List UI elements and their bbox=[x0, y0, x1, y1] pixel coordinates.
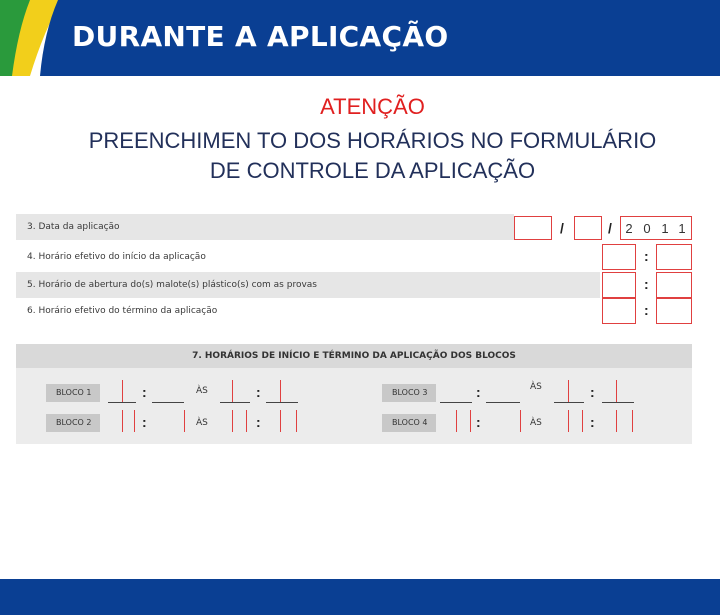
slide-header bbox=[0, 0, 720, 76]
footer-bar bbox=[0, 579, 720, 615]
time-colon: : bbox=[142, 384, 147, 400]
section-7-title: 7. HORÁRIOS DE INÍCIO E TÉRMINO DA APLICAÇÃO DOS BLOCOS bbox=[16, 344, 692, 368]
year-digit: 1 bbox=[678, 221, 686, 236]
row-end-time bbox=[16, 298, 692, 324]
time-colon: : bbox=[476, 384, 481, 400]
time-colon: : bbox=[644, 276, 649, 292]
as-label: ÀS bbox=[530, 418, 542, 428]
row-date-label: 3. Data da aplicação bbox=[27, 222, 120, 232]
block-3-start-minute[interactable] bbox=[486, 402, 520, 403]
year-digit: 0 bbox=[643, 221, 651, 236]
end-hour-field[interactable] bbox=[602, 298, 636, 324]
slide-title: DURANTE A APLICAÇÃO bbox=[72, 20, 449, 53]
end-minute-field[interactable] bbox=[656, 298, 692, 324]
opening-minute-field[interactable] bbox=[656, 272, 692, 298]
as-label: ÀS bbox=[530, 382, 542, 392]
instruction-line-2: DE CONTROLE DA APLICAÇÃO bbox=[209, 158, 536, 183]
row-start-time-label: 4. Horário efetivo do início da aplicação bbox=[27, 252, 206, 262]
row-opening-time bbox=[16, 272, 692, 298]
control-form-excerpt bbox=[16, 210, 692, 450]
time-colon: : bbox=[476, 414, 481, 430]
row-date bbox=[16, 214, 692, 240]
time-colon: : bbox=[590, 414, 595, 430]
year-digit: 1 bbox=[661, 221, 669, 236]
block-4-end-minute[interactable] bbox=[616, 410, 617, 432]
time-colon: : bbox=[590, 384, 595, 400]
block-2-start-minute[interactable] bbox=[184, 410, 185, 432]
start-hour-field[interactable] bbox=[602, 244, 636, 270]
day-field[interactable] bbox=[514, 216, 552, 240]
as-label: ÀS bbox=[196, 418, 208, 428]
time-colon: : bbox=[256, 414, 261, 430]
opening-hour-field[interactable] bbox=[602, 272, 636, 298]
time-colon: : bbox=[142, 414, 147, 430]
row-end-time-label: 6. Horário efetivo do término da aplicação bbox=[27, 306, 218, 316]
block-2-end-minute[interactable] bbox=[280, 410, 281, 432]
date-slash-2: / bbox=[608, 220, 612, 236]
date-slash-1: / bbox=[560, 220, 564, 236]
block-3-start-hour[interactable] bbox=[440, 402, 472, 403]
block-4-start-minute[interactable] bbox=[520, 410, 521, 432]
row-opening-time-label: 5. Horário de abertura do(s) malote(s) plástico(s) com as provas bbox=[27, 280, 317, 290]
as-label: ÀS bbox=[196, 386, 208, 396]
time-colon: : bbox=[644, 248, 649, 264]
time-colon: : bbox=[256, 384, 261, 400]
year-digit: 2 bbox=[625, 221, 633, 236]
instruction-line-1: PREENCHIMEN TO DOS HORÁRIOS NO FORMULÁRIO bbox=[88, 128, 657, 153]
block-1-label: BLOCO 1 bbox=[46, 384, 100, 402]
block-4-start-hour[interactable] bbox=[456, 410, 457, 432]
block-3-end-hour[interactable] bbox=[554, 402, 584, 403]
blocks-panel bbox=[16, 368, 692, 444]
block-4-label: BLOCO 4 bbox=[382, 414, 436, 432]
block-4-end-hour[interactable] bbox=[568, 410, 569, 432]
row-start-time bbox=[16, 244, 692, 270]
block-1-end-hour[interactable] bbox=[220, 402, 250, 403]
block-3-end-minute[interactable] bbox=[602, 402, 634, 403]
block-1-end-minute[interactable] bbox=[266, 402, 298, 403]
block-2-label: BLOCO 2 bbox=[46, 414, 100, 432]
attention-heading: ATENÇÃO bbox=[320, 94, 425, 119]
start-minute-field[interactable] bbox=[656, 244, 692, 270]
block-1-start-minute[interactable] bbox=[152, 402, 184, 403]
time-colon: : bbox=[644, 302, 649, 318]
block-2-end-hour[interactable] bbox=[232, 410, 233, 432]
month-field[interactable] bbox=[574, 216, 602, 240]
block-3-label: BLOCO 3 bbox=[382, 384, 436, 402]
block-1-start-hour[interactable] bbox=[108, 402, 136, 403]
block-2-start-hour[interactable] bbox=[122, 410, 123, 432]
